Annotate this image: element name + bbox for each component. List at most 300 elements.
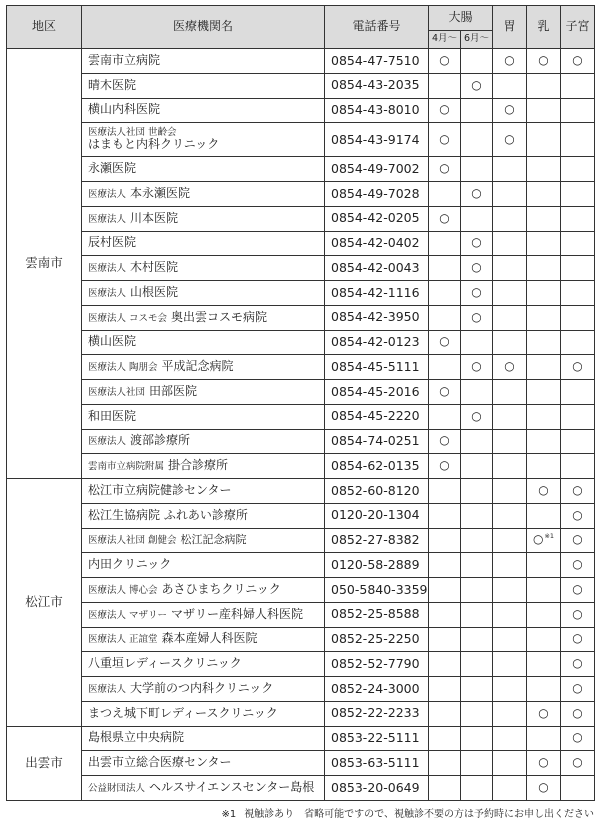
table-row xyxy=(7,330,595,355)
institution-name-cell xyxy=(82,726,325,751)
mark-cell-stomach xyxy=(493,404,527,429)
mark-cell-stomach xyxy=(493,602,527,627)
mark-cell-stomach xyxy=(493,49,527,74)
institution-prefix: 医療法人 コスモ会 xyxy=(88,312,168,324)
mark-cell-colon-june xyxy=(461,578,493,603)
mark-cell-stomach xyxy=(493,281,527,306)
institution-prefix: 医療法人 博心会 xyxy=(88,584,158,596)
availability-mark: ○ xyxy=(439,383,450,398)
breast-note-mark: ※1 xyxy=(544,532,555,541)
institution-name: 出雲市立総合医療センター xyxy=(88,755,232,770)
mark-cell-uterus xyxy=(561,751,595,776)
mark-cell-stomach xyxy=(493,454,527,479)
mark-cell-uterus xyxy=(561,602,595,627)
header-stomach: 胃 xyxy=(493,6,527,49)
mark-cell-colon-april xyxy=(429,123,461,157)
mark-cell-breast xyxy=(527,404,561,429)
mark-cell-stomach xyxy=(493,355,527,380)
mark-cell-breast xyxy=(527,98,561,123)
mark-cell-breast xyxy=(527,602,561,627)
institution-name-cell xyxy=(82,73,325,98)
table-row xyxy=(7,578,595,603)
mark-cell-colon-april xyxy=(429,751,461,776)
mark-cell-colon-april xyxy=(429,73,461,98)
mark-cell-stomach xyxy=(493,330,527,355)
mark-cell-breast xyxy=(527,73,561,98)
availability-mark: ○ xyxy=(504,359,515,374)
mark-cell-breast xyxy=(527,231,561,256)
mark-cell-breast xyxy=(527,776,561,801)
mark-cell-stomach xyxy=(493,380,527,405)
mark-cell-breast xyxy=(527,652,561,677)
mark-cell-breast xyxy=(527,578,561,603)
institution-name: まつえ城下町レディースクリニック xyxy=(88,705,278,720)
mark-cell-breast xyxy=(527,123,561,157)
mark-cell-uterus xyxy=(561,330,595,355)
institution-name: 松江市立病院健診センター xyxy=(88,482,232,497)
mark-cell-stomach xyxy=(493,429,527,454)
phone-number: 0854-49-7002 xyxy=(325,157,429,182)
institution-name-cell xyxy=(82,677,325,702)
mark-cell-stomach xyxy=(493,206,527,231)
table-row xyxy=(7,380,595,405)
institution-prefix: 医療法人社団 創健会 xyxy=(88,535,177,547)
mark-cell-colon-june xyxy=(461,98,493,123)
mark-cell-breast xyxy=(527,627,561,652)
mark-cell-uterus xyxy=(561,231,595,256)
institution-prefix: 医療法人 xyxy=(88,436,127,448)
header-colon-april: 4月～ xyxy=(429,31,461,49)
header-breast: 乳 xyxy=(527,6,561,49)
institution-name: 奥出雲コスモ病院 xyxy=(171,309,268,324)
mark-cell-colon-june xyxy=(461,553,493,578)
institution-name-cell xyxy=(82,701,325,726)
mark-cell-uterus xyxy=(561,553,595,578)
mark-cell-colon-april xyxy=(429,454,461,479)
institution-prefix: 医療法人 xyxy=(88,683,127,695)
mark-cell-stomach xyxy=(493,726,527,751)
availability-mark: ○ xyxy=(532,532,544,547)
availability-mark: ○ xyxy=(504,52,515,67)
availability-mark: ○ xyxy=(572,755,583,770)
header-colon-june: 6月～ xyxy=(461,31,493,49)
table-row xyxy=(7,157,595,182)
institution-name-cell xyxy=(82,776,325,801)
availability-mark: ○ xyxy=(471,77,482,92)
institution-name: 横山医院 xyxy=(88,334,137,349)
institution-name-cell xyxy=(82,281,325,306)
institution-prefix: 医療法人 xyxy=(88,213,127,225)
institution-name-cell xyxy=(82,330,325,355)
availability-mark: ○ xyxy=(471,235,482,250)
institution-prefix: 雲南市立病院附属 xyxy=(88,461,165,473)
institution-prefix: 医療法人 正誼堂 xyxy=(88,634,158,646)
phone-number: 0854-42-0205 xyxy=(325,206,429,231)
availability-mark: ○ xyxy=(439,334,450,349)
mark-cell-colon-april xyxy=(429,627,461,652)
header-uterus: 子宮 xyxy=(561,6,595,49)
phone-number: 0854-42-0123 xyxy=(325,330,429,355)
availability-mark: ○ xyxy=(572,557,583,572)
mark-cell-stomach xyxy=(493,751,527,776)
mark-cell-uterus xyxy=(561,776,595,801)
institution-name-cell xyxy=(82,503,325,528)
table-row xyxy=(7,454,595,479)
availability-mark: ○ xyxy=(572,482,583,497)
mark-cell-stomach xyxy=(493,652,527,677)
institution-name: 松江記念病院 xyxy=(180,533,247,547)
institution-name: 和田医院 xyxy=(88,408,137,423)
mark-cell-colon-june xyxy=(461,330,493,355)
phone-number: 0854-42-1116 xyxy=(325,281,429,306)
mark-cell-colon-june xyxy=(461,182,493,207)
mark-cell-stomach xyxy=(493,231,527,256)
mark-cell-colon-june xyxy=(461,355,493,380)
institution-prefix: 医療法人 xyxy=(88,287,127,299)
mark-cell-colon-june xyxy=(461,751,493,776)
mark-cell-colon-june xyxy=(461,123,493,157)
table-row xyxy=(7,305,595,330)
mark-cell-uterus xyxy=(561,49,595,74)
institution-prefix: 医療法人 陶朋会 xyxy=(88,362,158,374)
mark-cell-colon-april xyxy=(429,652,461,677)
institution-name: ヘルスサイエンスセンター島根 xyxy=(149,779,315,794)
institution-name-cell xyxy=(82,123,325,157)
availability-mark: ○ xyxy=(439,52,450,67)
phone-number: 0854-45-2220 xyxy=(325,404,429,429)
institution-name: 辰村医院 xyxy=(88,235,137,250)
mark-cell-breast xyxy=(527,206,561,231)
mark-cell-colon-april xyxy=(429,256,461,281)
mark-cell-uterus xyxy=(561,157,595,182)
institution-name-cell xyxy=(82,429,325,454)
mark-cell-colon-april xyxy=(429,429,461,454)
mark-cell-colon-june xyxy=(461,454,493,479)
region-cell: 松江市 xyxy=(7,479,82,727)
phone-number: 0854-43-9174 xyxy=(325,123,429,157)
table-row xyxy=(7,404,595,429)
table-row xyxy=(7,726,595,751)
availability-mark: ○ xyxy=(439,161,450,176)
mark-cell-uterus xyxy=(561,355,595,380)
region-cell: 出雲市 xyxy=(7,726,82,800)
mark-cell-colon-april xyxy=(429,503,461,528)
phone-number: 0852-60-8120 xyxy=(325,479,429,504)
mark-cell-colon-june xyxy=(461,73,493,98)
mark-cell-colon-june xyxy=(461,305,493,330)
availability-mark: ○ xyxy=(439,210,450,225)
institution-name-cell xyxy=(82,256,325,281)
header-name: 医療機関名 xyxy=(82,6,325,49)
institution-name: 川本医院 xyxy=(130,210,179,225)
institution-name-cell xyxy=(82,652,325,677)
mark-cell-colon-april xyxy=(429,578,461,603)
mark-cell-breast xyxy=(527,751,561,776)
institution-name: 島根県立中央病院 xyxy=(88,730,185,745)
table-row xyxy=(7,751,595,776)
phone-number: 0120-20-1304 xyxy=(325,503,429,528)
table-body xyxy=(7,49,595,801)
mark-cell-uterus xyxy=(561,652,595,677)
mark-cell-breast xyxy=(527,429,561,454)
mark-cell-breast xyxy=(527,380,561,405)
availability-mark: ○ xyxy=(572,730,583,745)
mark-cell-colon-april xyxy=(429,602,461,627)
mark-cell-breast xyxy=(527,479,561,504)
institution-name-cell xyxy=(82,231,325,256)
institution-name-cell xyxy=(82,528,325,553)
institution-name: 横山内科医院 xyxy=(88,102,161,117)
table-row xyxy=(7,553,595,578)
mark-cell-colon-april xyxy=(429,776,461,801)
institution-name-cell xyxy=(82,98,325,123)
availability-mark: ○ xyxy=(572,532,583,547)
mark-cell-stomach xyxy=(493,256,527,281)
availability-mark: ○ xyxy=(471,260,482,275)
phone-number: 0854-62-0135 xyxy=(325,454,429,479)
table-row xyxy=(7,49,595,74)
institution-name-cell xyxy=(82,182,325,207)
phone-number: 0852-27-8382 xyxy=(325,528,429,553)
availability-mark: ○ xyxy=(504,131,515,146)
institution-name-cell xyxy=(82,454,325,479)
availability-mark: ○ xyxy=(471,359,482,374)
phone-number: 0854-42-0402 xyxy=(325,231,429,256)
mark-cell-stomach xyxy=(493,182,527,207)
table-row xyxy=(7,652,595,677)
institution-name-cell xyxy=(82,355,325,380)
footnote-mark: ※1 xyxy=(221,809,237,820)
institution-name: 大学前のつ内科クリニック xyxy=(130,680,274,695)
mark-cell-colon-june xyxy=(461,231,493,256)
table-row xyxy=(7,627,595,652)
institution-name-cell xyxy=(82,206,325,231)
mark-cell-colon-june xyxy=(461,652,493,677)
mark-cell-colon-june xyxy=(461,157,493,182)
availability-mark: ○ xyxy=(439,433,450,448)
footnote xyxy=(221,805,594,820)
mark-cell-breast xyxy=(527,701,561,726)
institution-name-cell xyxy=(82,602,325,627)
table-header xyxy=(7,6,595,49)
phone-number: 0854-42-3950 xyxy=(325,305,429,330)
mark-cell-uterus xyxy=(561,206,595,231)
table-row xyxy=(7,281,595,306)
mark-cell-colon-june xyxy=(461,49,493,74)
mark-cell-breast xyxy=(527,49,561,74)
phone-number: 0854-42-0043 xyxy=(325,256,429,281)
mark-cell-colon-june xyxy=(461,503,493,528)
mark-cell-uterus xyxy=(561,677,595,702)
table-row xyxy=(7,231,595,256)
phone-number: 0852-24-3000 xyxy=(325,677,429,702)
mark-cell-uterus xyxy=(561,404,595,429)
mark-cell-colon-april xyxy=(429,206,461,231)
institution-prefix: 公益財団法人 xyxy=(88,782,146,794)
institution-name: 山根医院 xyxy=(130,284,179,299)
institution-name-cell xyxy=(82,305,325,330)
mark-cell-colon-april xyxy=(429,404,461,429)
institution-name: 八重垣レディースクリニック xyxy=(88,656,242,671)
mark-cell-uterus xyxy=(561,256,595,281)
phone-number: 0852-52-7790 xyxy=(325,652,429,677)
mark-cell-stomach xyxy=(493,776,527,801)
mark-cell-stomach xyxy=(493,627,527,652)
availability-mark: ○ xyxy=(504,102,515,117)
mark-cell-colon-april xyxy=(429,677,461,702)
mark-cell-stomach xyxy=(493,305,527,330)
institution-name: 田部医院 xyxy=(149,383,198,398)
institution-name: 雲南市立病院 xyxy=(88,52,161,67)
mark-cell-colon-june xyxy=(461,256,493,281)
institution-name-cell xyxy=(82,578,325,603)
institution-prefix: 医療法人社団 世齢会 xyxy=(88,126,177,138)
mark-cell-stomach xyxy=(493,157,527,182)
availability-mark: ○ xyxy=(471,284,482,299)
mark-cell-colon-june xyxy=(461,701,493,726)
mark-cell-colon-april xyxy=(429,726,461,751)
institution-name: 森本産婦人科医院 xyxy=(161,631,258,646)
institution-name: 本永瀬医院 xyxy=(130,185,191,200)
institution-prefix: 医療法人社団 xyxy=(88,386,146,398)
mark-cell-stomach xyxy=(493,503,527,528)
availability-mark: ○ xyxy=(471,185,482,200)
availability-mark: ○ xyxy=(572,606,583,621)
availability-mark: ○ xyxy=(471,408,482,423)
mark-cell-colon-april xyxy=(429,701,461,726)
table-row xyxy=(7,355,595,380)
institution-prefix: 医療法人 マザリー xyxy=(88,609,168,621)
mark-cell-breast xyxy=(527,256,561,281)
region-cell: 雲南市 xyxy=(7,49,82,479)
mark-cell-breast xyxy=(527,677,561,702)
mark-cell-colon-april xyxy=(429,553,461,578)
mark-cell-colon-june xyxy=(461,380,493,405)
mark-cell-colon-june xyxy=(461,776,493,801)
institution-name: はまもと内科クリニック xyxy=(88,137,220,152)
institution-name: 平成記念病院 xyxy=(161,359,234,374)
availability-mark: ○ xyxy=(572,581,583,596)
mark-cell-breast xyxy=(527,454,561,479)
mark-cell-colon-april xyxy=(429,479,461,504)
mark-cell-breast xyxy=(527,726,561,751)
institution-name: 松江生協病院 ふれあい診療所 xyxy=(88,507,248,522)
mark-cell-stomach xyxy=(493,123,527,157)
availability-mark: ○ xyxy=(439,102,450,117)
institution-name: 内田クリニック xyxy=(88,557,172,572)
mark-cell-colon-june xyxy=(461,281,493,306)
mark-cell-breast xyxy=(527,157,561,182)
availability-mark: ○ xyxy=(572,680,583,695)
table-row xyxy=(7,528,595,553)
mark-cell-uterus xyxy=(561,98,595,123)
mark-cell-colon-june xyxy=(461,528,493,553)
phone-number: 0852-25-8588 xyxy=(325,602,429,627)
mark-cell-colon-june xyxy=(461,627,493,652)
mark-cell-breast xyxy=(527,528,561,553)
phone-number: 0854-43-8010 xyxy=(325,98,429,123)
table-row xyxy=(7,256,595,281)
availability-mark: ○ xyxy=(538,779,549,794)
mark-cell-uterus xyxy=(561,503,595,528)
mark-cell-stomach xyxy=(493,98,527,123)
table-row xyxy=(7,206,595,231)
institution-name-cell xyxy=(82,380,325,405)
institution-name-cell xyxy=(82,479,325,504)
mark-cell-uterus xyxy=(561,429,595,454)
mark-cell-colon-april xyxy=(429,355,461,380)
phone-number: 0852-22-2233 xyxy=(325,701,429,726)
mark-cell-colon-june xyxy=(461,429,493,454)
mark-cell-breast xyxy=(527,182,561,207)
table-row xyxy=(7,701,595,726)
mark-cell-uterus xyxy=(561,305,595,330)
mark-cell-breast xyxy=(527,330,561,355)
mark-cell-colon-june xyxy=(461,677,493,702)
availability-mark: ○ xyxy=(538,52,549,67)
phone-number: 0854-47-7510 xyxy=(325,49,429,74)
screening-table-container xyxy=(6,5,594,801)
availability-mark: ○ xyxy=(572,705,583,720)
institution-name-cell xyxy=(82,627,325,652)
mark-cell-breast xyxy=(527,281,561,306)
institution-name: 永瀬医院 xyxy=(88,161,137,176)
mark-cell-uterus xyxy=(561,479,595,504)
mark-cell-colon-april xyxy=(429,157,461,182)
institution-name: 掛合診療所 xyxy=(168,458,229,473)
mark-cell-colon-june xyxy=(461,206,493,231)
institution-prefix: 医療法人 xyxy=(88,263,127,275)
mark-cell-uterus xyxy=(561,281,595,306)
institution-name: 晴木医院 xyxy=(88,77,137,92)
mark-cell-colon-june xyxy=(461,479,493,504)
mark-cell-stomach xyxy=(493,479,527,504)
institution-name: マザリー産科婦人科医院 xyxy=(171,606,304,621)
mark-cell-uterus xyxy=(561,454,595,479)
table-row xyxy=(7,429,595,454)
mark-cell-colon-april xyxy=(429,330,461,355)
institution-name-cell xyxy=(82,751,325,776)
institution-name: 木村医院 xyxy=(130,260,179,275)
header-tel: 電話番号 xyxy=(325,6,429,49)
mark-cell-colon-april xyxy=(429,281,461,306)
availability-mark: ○ xyxy=(572,507,583,522)
phone-number: 0854-49-7028 xyxy=(325,182,429,207)
mark-cell-colon-april xyxy=(429,305,461,330)
header-region: 地区 xyxy=(7,6,82,49)
phone-number: 0854-45-5111 xyxy=(325,355,429,380)
table-row xyxy=(7,776,595,801)
availability-mark: ○ xyxy=(538,755,549,770)
mark-cell-uterus xyxy=(561,380,595,405)
table-row xyxy=(7,182,595,207)
availability-mark: ○ xyxy=(572,656,583,671)
mark-cell-colon-april xyxy=(429,380,461,405)
availability-mark: ○ xyxy=(538,482,549,497)
mark-cell-breast xyxy=(527,553,561,578)
mark-cell-uterus xyxy=(561,726,595,751)
institution-prefix: 医療法人 xyxy=(88,188,127,200)
mark-cell-colon-april xyxy=(429,231,461,256)
mark-cell-uterus xyxy=(561,182,595,207)
mark-cell-uterus xyxy=(561,578,595,603)
table-row xyxy=(7,98,595,123)
footnote-text: 視触診あり 省略可能ですので、視触診不要の方は予約時にお申し出ください xyxy=(244,809,594,820)
mark-cell-uterus xyxy=(561,528,595,553)
phone-number: 0854-45-2016 xyxy=(325,380,429,405)
availability-mark: ○ xyxy=(572,359,583,374)
availability-mark: ○ xyxy=(538,705,549,720)
